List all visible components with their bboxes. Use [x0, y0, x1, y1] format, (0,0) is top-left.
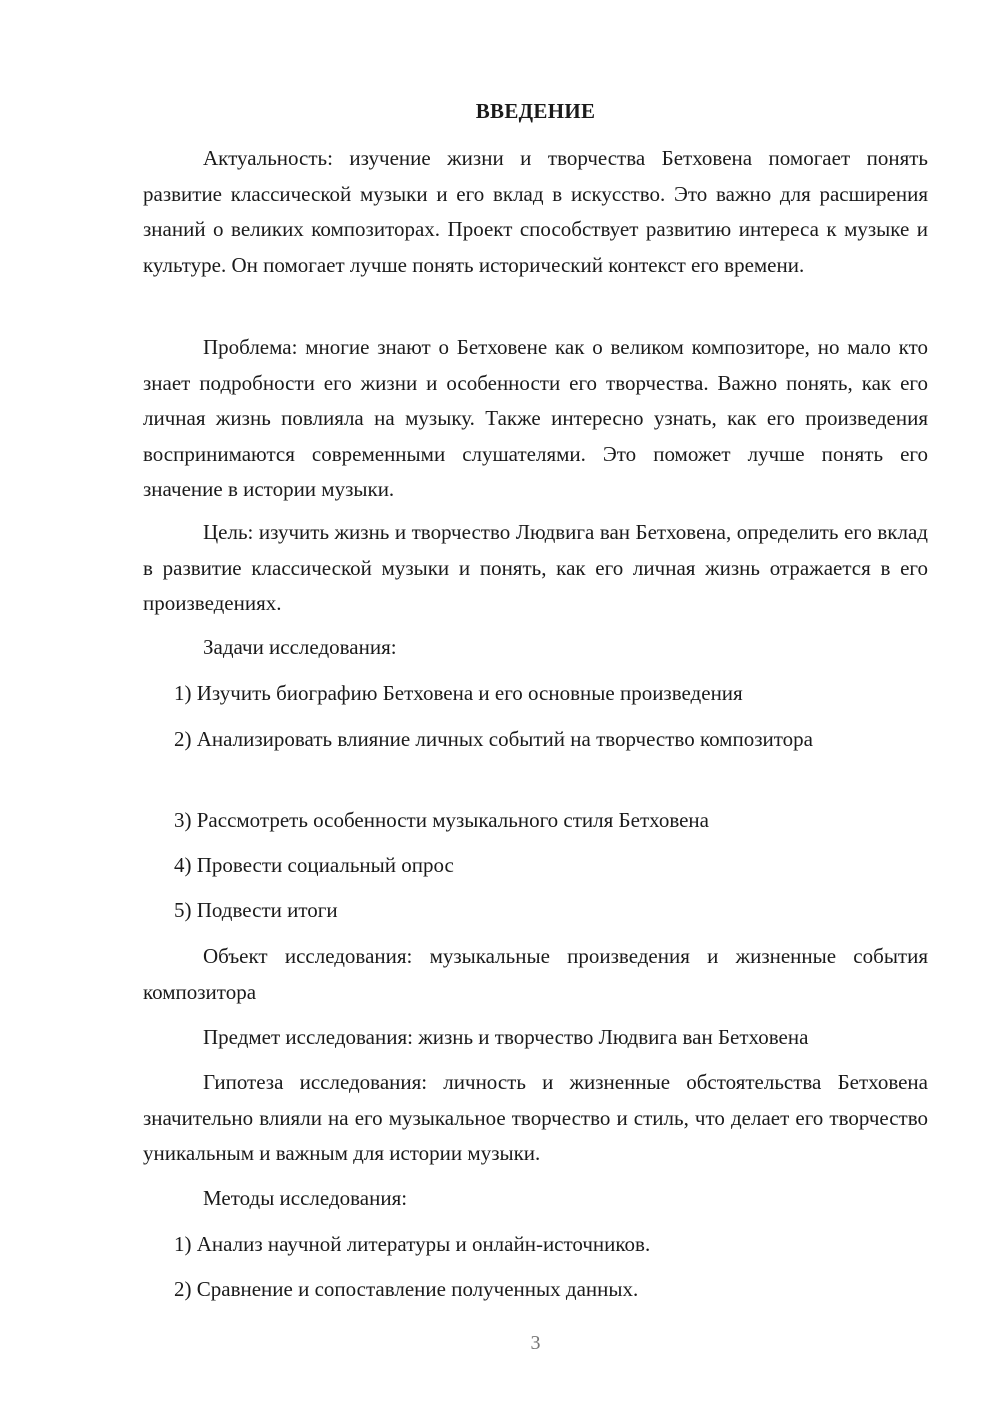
task-item-1: 1) Изучить биографию Бетховена и его основные произведения — [174, 681, 743, 705]
subject-paragraph: Предмет исследования: жизнь и творчество Людвига ван Бетховена — [203, 1025, 809, 1049]
section-heading: ВВЕДЕНИЕ — [475, 99, 596, 123]
tasks-title: Задачи исследования: — [203, 635, 397, 659]
page-number: 3 — [530, 1332, 541, 1354]
hypothesis-paragraph: Гипотеза исследования: личность и жизненные обстоятельства Бетховена значительно влияли на его музыкальное творчество и стиль, что делает его творчество уникальным и важным для истории музыки. — [143, 1070, 928, 1165]
task-item-2: 2) Анализировать влияние личных событий на творчество композитора — [174, 727, 813, 751]
goal-paragraph: Цель: изучить жизнь и творчество Людвига ван Бетховена, определить его вклад в развитие классической музыки и понять, как его личная жизнь отражается в его произведениях. — [143, 520, 928, 615]
task-item-5: 5) Подвести итоги — [174, 898, 338, 922]
relevance-paragraph: Актуальность: изучение жизни и творчества Бетховена помогает понять развитие классической музыки и его вклад в искусство. Это важно для расширения знаний о великих композиторах. Проект способствует развитию интереса к музыке и культуре. Он помогает лучше понять исторический контекст его времени. — [143, 146, 928, 277]
method-item-1: 1) Анализ научной литературы и онлайн-источников. — [174, 1232, 651, 1256]
problem-paragraph: Проблема: многие знают о Бетховене как о великом композиторе, но мало кто знает подробности его жизни и особенности его творчества. Важно понять, как его личная жизнь повлияла на музыку. Также интересно узнать, как его произведения воспринимаются современными слушателями. Это поможет лучше понять его значение в истории музыки. — [143, 335, 928, 501]
method-item-2: 2) Сравнение и сопоставление полученных данных. — [174, 1277, 639, 1301]
task-item-4: 4) Провести социальный опрос — [174, 853, 454, 877]
object-paragraph: Объект исследования: музыкальные произведения и жизненные события композитора — [143, 944, 928, 1004]
task-item-3: 3) Рассмотреть особенности музыкального стиля Бетховена — [174, 808, 709, 832]
methods-title: Методы исследования: — [203, 1186, 408, 1210]
